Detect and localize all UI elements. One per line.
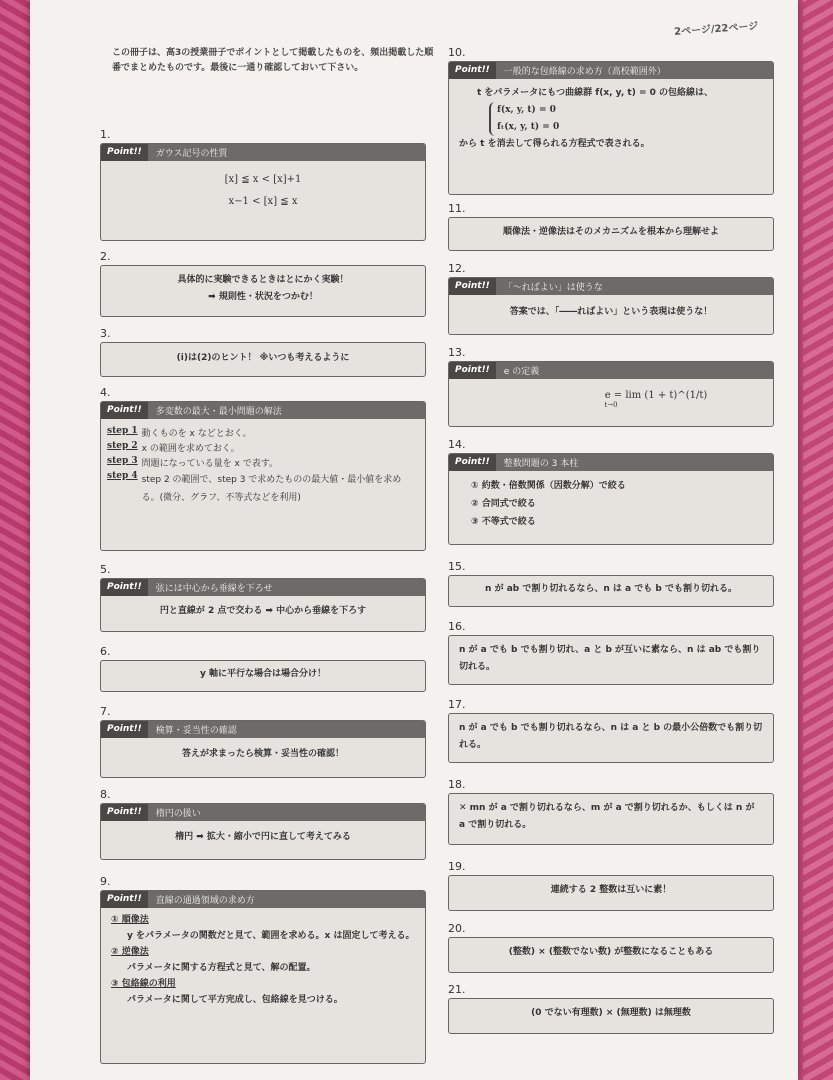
item-14 (448, 438, 774, 545)
item-1 (100, 128, 426, 241)
list-item: ① 約数・倍数関係（因数分解）で絞る (471, 481, 626, 491)
formula-subscript: t→0 (604, 401, 618, 409)
item-number: 8. (100, 788, 111, 801)
point-label: Point!! (449, 278, 496, 295)
item-number: 2. (100, 250, 111, 263)
point-title: 一般的な包絡線の求め方（高校範囲外） (503, 67, 666, 77)
item-10 (448, 46, 774, 195)
note-box (448, 937, 774, 973)
formula-line: [x] ≦ x < [x]+1 (224, 174, 302, 185)
point-box (448, 361, 774, 427)
item-3 (100, 327, 426, 377)
item-number: 20. (448, 922, 466, 935)
point-label: Point!! (101, 891, 148, 908)
note-line: ➡ 規則性・状況をつかむ！ (208, 292, 318, 302)
note-box (448, 998, 774, 1034)
point-box (100, 401, 426, 551)
item-7 (100, 705, 426, 778)
note-line: 答えが求まったら検算・妥当性の確認！ (181, 749, 344, 759)
item-number: 1. (100, 128, 111, 141)
item-5 (100, 563, 426, 632)
method-description: y をパラメータの関数だと見て、範囲を求める。x は固定して考える。 (127, 931, 415, 941)
note-box (448, 635, 774, 685)
background-fabric-left (0, 0, 30, 1080)
note-line: から t を消去して得られる方程式で表される。 (459, 139, 650, 149)
item-number: 15. (448, 560, 466, 573)
item-number: 9. (100, 875, 111, 888)
point-title: 直線の通過領域の求め方 (155, 896, 255, 906)
point-box (448, 61, 774, 195)
point-label: Point!! (449, 454, 496, 471)
item-number: 17. (448, 698, 466, 711)
equation: fₜ(x, y, t) = 0 (497, 122, 560, 132)
item-6 (100, 645, 426, 692)
method-label: ① 順像法 (111, 915, 149, 925)
note-line: n が a でも b でも割り切れるなら、n は a と b の最小公倍数でも割り切れる。 (459, 723, 763, 750)
item-18 (448, 778, 774, 845)
note-line: 順像法・逆像法はそのメカニズムを根本から理解せよ (502, 227, 719, 237)
note-box (100, 660, 426, 692)
point-box (448, 277, 774, 335)
note-box (100, 265, 426, 317)
item-number: 14. (448, 438, 466, 451)
point-title: ガウス記号の性質 (155, 149, 228, 159)
item-number: 5. (100, 563, 111, 576)
method-description: パラメータに関して平方完成し、包絡線を見つける。 (127, 995, 343, 1005)
point-box (448, 453, 774, 545)
point-box (100, 803, 426, 860)
item-number: 18. (448, 778, 466, 791)
note-line: (i)は(2)のヒント！ ※いつも考えるように (176, 353, 350, 363)
item-17 (448, 698, 774, 763)
point-label: Point!! (101, 579, 148, 596)
step-text: step 2 の範囲で、step 3 で求めたものの最大値・最小値を求める。(微分、グラフ、不等式などを利用) (141, 475, 402, 503)
note-line: n が a でも b でも割り切れ、a と b が互いに素なら、n は ab でも割り切れる。 (459, 645, 761, 672)
list-item: ② 合同式で絞る (471, 499, 536, 509)
note-box (448, 875, 774, 911)
note-line: 楕円 ➡ 拡大・縮小で円に直して考えてみる (175, 832, 351, 842)
method-description: パラメータに関する方程式と見て、解の配置。 (127, 963, 316, 973)
step-text: 問題になっている量を x で表す。 (141, 459, 278, 469)
formula-line: e = lim (1 + t)^(1/t) (604, 390, 708, 401)
point-title: 楕円の扱い (155, 809, 201, 819)
step-row (107, 455, 419, 470)
point-box (100, 720, 426, 778)
item-number: 3. (100, 327, 111, 340)
step-label: step 1 (107, 426, 138, 436)
step-row (107, 425, 419, 440)
item-number: 13. (448, 346, 466, 359)
background-fabric-right (803, 0, 833, 1080)
equation-system (489, 102, 559, 136)
item-number: 7. (100, 705, 111, 718)
step-text: x の範囲を求めておく。 (141, 444, 240, 454)
point-title: 「〜ればよい」は使うな (503, 283, 603, 293)
item-number: 10. (448, 46, 466, 59)
step-label: step 2 (107, 441, 138, 451)
point-box (100, 890, 426, 1064)
intro-text: この冊子は、高3の授業冊子でポイントとして掲載したものを、頻出掲載した順番でまとめたものです。最後に一通り確認しておいて下さい。 (112, 48, 434, 73)
note-box (448, 575, 774, 607)
note-line: 答案では、「――ればよい」という表現は使うな！ (509, 307, 713, 317)
item-number: 21. (448, 983, 466, 996)
point-box (100, 578, 426, 632)
step-label: step 3 (107, 456, 138, 466)
method-label: ③ 包絡線の利用 (111, 979, 176, 989)
item-number: 16. (448, 620, 466, 633)
item-19 (448, 860, 774, 911)
item-9 (100, 875, 426, 1064)
note-box (448, 713, 774, 763)
point-title: 弦には中心から垂線を下ろせ (155, 584, 273, 594)
list-item: ③ 不等式で絞る (471, 517, 536, 527)
item-8 (100, 788, 426, 860)
item-12 (448, 262, 774, 335)
note-line: 連続する 2 整数は互いに素！ (550, 885, 672, 895)
item-11 (448, 202, 774, 251)
item-number: 19. (448, 860, 466, 873)
page-indicator: 2ページ/22ページ (673, 21, 759, 38)
item-number: 11. (448, 202, 466, 215)
item-13 (448, 346, 774, 427)
point-label: Point!! (449, 62, 496, 79)
method-label: ② 逆像法 (111, 947, 149, 957)
note-box (448, 217, 774, 251)
note-line: y 軸に平行な場合は場合分け！ (199, 669, 326, 679)
step-label: step 4 (107, 471, 138, 481)
point-title: 検算・妥当性の確認 (155, 726, 237, 736)
point-label: Point!! (101, 402, 148, 419)
point-label: Point!! (449, 362, 496, 379)
item-number: 6. (100, 645, 111, 658)
point-label: Point!! (101, 721, 148, 738)
note-box (448, 793, 774, 845)
note-line: t をパラメータにもつ曲線群 f(x, y, t) = 0 の包絡線は、 (477, 88, 714, 98)
equation: f(x, y, t) = 0 (497, 105, 556, 115)
point-title: 多変数の最大・最小問題の解法 (155, 407, 282, 417)
note-box (100, 342, 426, 377)
note-line: 具体的に実験できるときはとにかく実験！ (177, 275, 349, 285)
point-label: Point!! (101, 144, 148, 161)
item-20 (448, 922, 774, 973)
item-16 (448, 620, 774, 685)
note-line: ✕ mn が a で割り切れるなら、m が a で割り切れるか、もしくは n が a で割り切れる。 (459, 803, 755, 830)
step-row (107, 470, 419, 508)
step-text: 動くものを x などとおく。 (141, 429, 252, 439)
item-2 (100, 250, 426, 317)
item-15 (448, 560, 774, 607)
note-line: (0 でない有理数) × (無理数) は無理数 (531, 1008, 691, 1018)
item-number: 4. (100, 386, 111, 399)
step-row (107, 440, 419, 455)
item-number: 12. (448, 262, 466, 275)
point-title: e の定義 (503, 367, 540, 377)
document-page (30, 0, 798, 1080)
point-title: 整数問題の 3 本柱 (503, 459, 579, 469)
formula-line: x−1 < [x] ≦ x (228, 196, 298, 207)
point-box (100, 143, 426, 241)
item-21 (448, 983, 774, 1034)
note-line: (整数) × (整数でない数) が整数になることもある (508, 947, 714, 957)
point-label: Point!! (101, 804, 148, 821)
item-4 (100, 386, 426, 551)
note-line: n が ab で割り切れるなら、n は a でも b でも割り切れる。 (485, 584, 737, 594)
steps-table (107, 425, 419, 508)
note-line: 円と直線が 2 点で交わる ➡ 中心から垂線を下ろす (159, 606, 367, 616)
